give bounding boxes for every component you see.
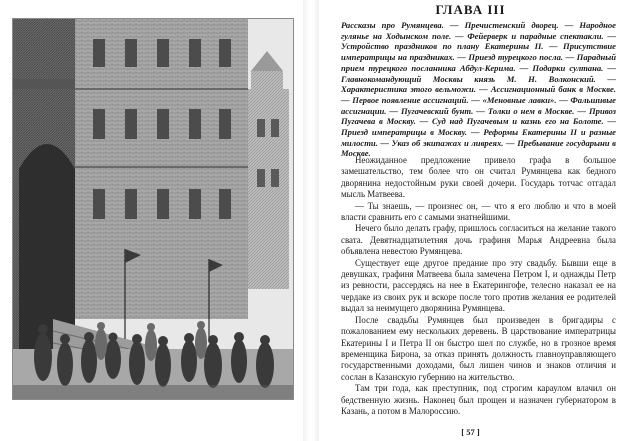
engraving-picture xyxy=(13,19,293,399)
paragraph: Неожиданное предложение привело графа в большое замешательство, тем более что он считал Румянцева как бедного дворянина недостойным руки своей дочери. Государь тотчас отгадал мысль Матвеева. xyxy=(341,155,616,200)
left-page xyxy=(0,0,303,441)
book-gutter xyxy=(303,0,319,441)
page-number: [ 57 ] xyxy=(461,427,480,437)
chapter-title: ГЛАВА III xyxy=(435,2,506,17)
paragraph: Существует еще другое предание про эту свадьбу. Бывши еще в девушках, графиня Матвеева была замечена Петром I, и однажды Петр из ревности, рассердясь на нее в Екатерингофе, телесно наказал ее на чердаке из своих рук и вскоре после того против желания ее родителей выдал за неимущего дворянина Румянцева. xyxy=(341,257,616,314)
chapter-summary: Рассказы про Румянцева. — Пречистенский дворец. — Народное гулянье на Ходынском поле. — Фейерверк и парадные спектакли. — Устройство праздников по плану Екатерины II. — Присутствие императрицы на праздниках. — Приезд турецкого посла. — Парадный прием турецкого посланника Абдул-Керима. — Подарки султана. — Главнокомандующий Москвы князь М. Н. Волконский. — Характеристика этого вельможи. — Ассигнационный банк в Москве. — Первое появление ассигнаций. — «Меновные лавки». — Фальшивые ассигнации. — Пугачевский бунт. — Толки о нем в Москве. — Привоз Пугачева в Москву. — Суд над Пугачевым и казнь его на Болоте. — Приезд императрицы в Москву. — Реформы Екатерины II и разные милости. — Указ об экипажах и ливреях. — Пребывание государыни в Москве. xyxy=(341,20,616,159)
engraving-illustration xyxy=(12,18,294,400)
paragraph: После свадьбы Румянцев был произведен в бригадиры с пожалованием ему нескольких деревень. В царствование императрицы Екатерины I и Петра II он быстро шел по службе, но в грозное время временщика Бирона, за отказ принять должность главноуправляющего государственными доходами, был лишен чинов и знаков отличия и сослан в Казанскую губернию на жительство. xyxy=(341,314,616,382)
right-page xyxy=(319,0,622,441)
paragraph: — Ты знаешь, — произнес он, — что я его люблю и что в моей власти сравнить его с самыми знатнейшими. xyxy=(341,200,616,223)
body-text xyxy=(341,155,616,417)
paragraph: Там три года, как преступник, под строгим караулом влачил он бедственную жизнь. Наконец был прощен и назначен губернатором в Казань, а потом в Малороссию. xyxy=(341,383,616,416)
paragraph: Нечего было делать графу, пришлось согласиться на желание такого свата. Девятнадцатилетняя дочь графиня Марья Андреевна была объявлена невестою Румянцева. xyxy=(341,223,616,257)
